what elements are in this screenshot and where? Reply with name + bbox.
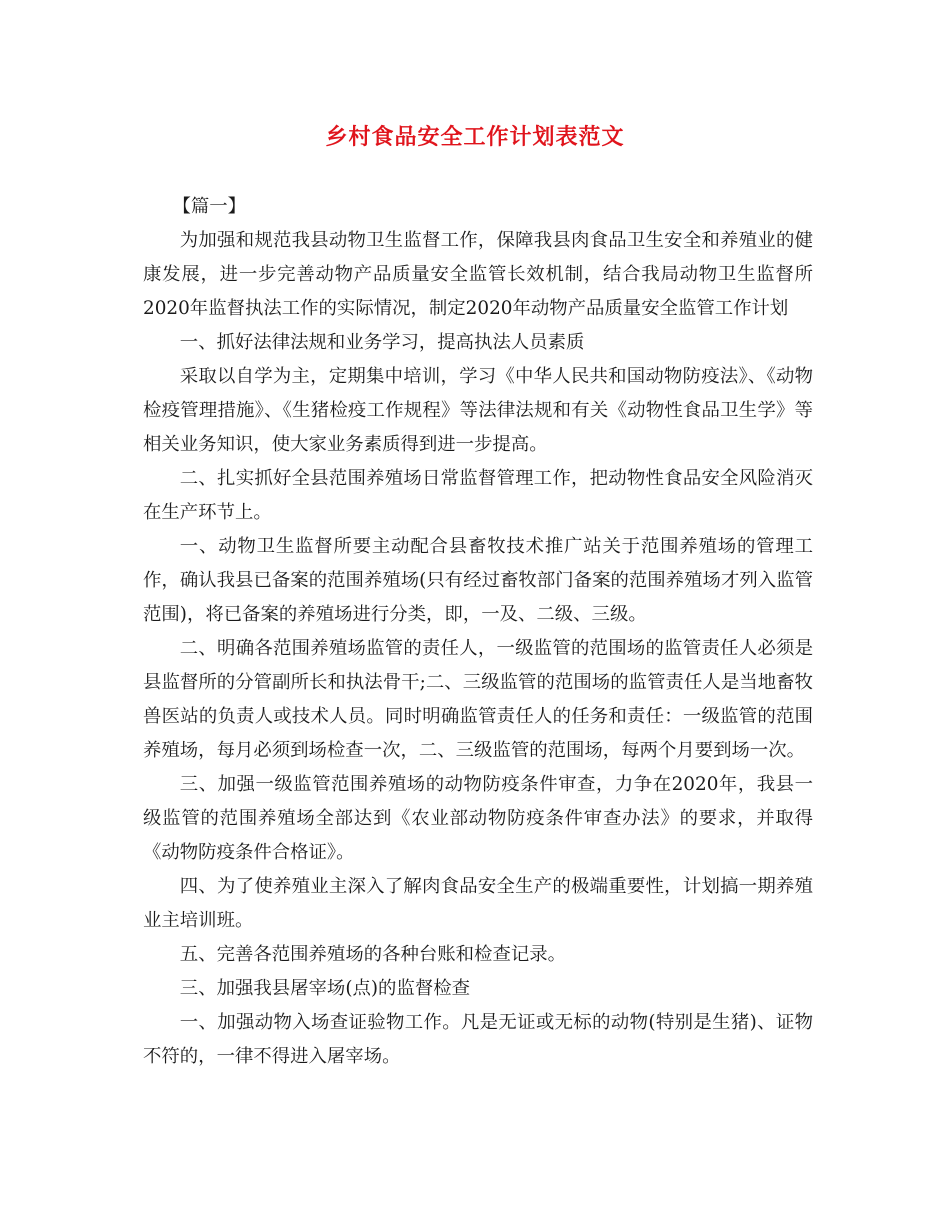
paragraph: 一、抓好法律法规和业务学习，提高执法人员素质 bbox=[179, 332, 585, 353]
paragraph: 二、扎实抓好全县范围养殖场日常监督管理工作，把动物性食品安全风险消灭在生产环节上。 bbox=[143, 468, 813, 523]
section-marker: 【篇一】 bbox=[172, 196, 247, 217]
paragraph: 一、加强动物入场查证验物工作。凡是无证或无标的动物(特别是生猪)、证物不符的，一律不得进入屠宰场。 bbox=[143, 1012, 813, 1067]
paragraph: 三、加强一级监管范围养殖场的动物防疫条件审查，力争在2020年，我县一级监管的范围养殖场全部达到《农业部动物防疫条件审查办法》的要求，并取得《动物防疫条件合格证》。 bbox=[143, 774, 813, 863]
paragraph: 四、为了使养殖业主深入了解肉食品安全生产的极端重要性，计划搞一期养殖业主培训班。 bbox=[143, 876, 813, 931]
paragraph: 五、完善各范围养殖场的各种台账和检查记录。 bbox=[179, 944, 567, 965]
paragraph: 为加强和规范我县动物卫生监督工作，保障我县肉食品卫生安全和养殖业的健康发展，进一步完善动物产品质量安全监管长效机制，结合我局动物卫生监督所2020年监督执法工作的实际情况，制定2020年动物产品质量安全监管工作计划 bbox=[143, 230, 813, 319]
document-title: 乡村食品安全工作计划表范文 bbox=[325, 124, 625, 150]
paragraph: 三、加强我县屠宰场(点)的监督检查 bbox=[179, 978, 471, 999]
document-body bbox=[143, 190, 813, 1074]
paragraph: 一、动物卫生监督所要主动配合县畜牧技术推广站关于范围养殖场的管理工作，确认我县已备案的范围养殖场(只有经过畜牧部门备案的范围养殖场才列入监管范围)，将已备案的养殖场进行分类，即，一及、二级、三级。 bbox=[143, 536, 813, 625]
paragraph: 采取以自学为主，定期集中培训，学习《中华人民共和国动物防疫法》、《动物检疫管理措施》、《生猪检疫工作规程》等法律法规和有关《动物性食品卫生学》等相关业务知识，使大家业务素质得到进一步提高。 bbox=[143, 366, 813, 455]
paragraph: 二、明确各范围养殖场监管的责任人，一级监管的范围场的监管责任人必须是县监督所的分管副所长和执法骨干;二、三级监管的范围场的监管责任人是当地畜牧兽医站的负责人或技术人员。同时明确监管责任人的任务和责任：一级监管的范围养殖场，每月必须到场检查一次，二、三级监管的范围场，每两个月要到场一次。 bbox=[143, 638, 813, 761]
